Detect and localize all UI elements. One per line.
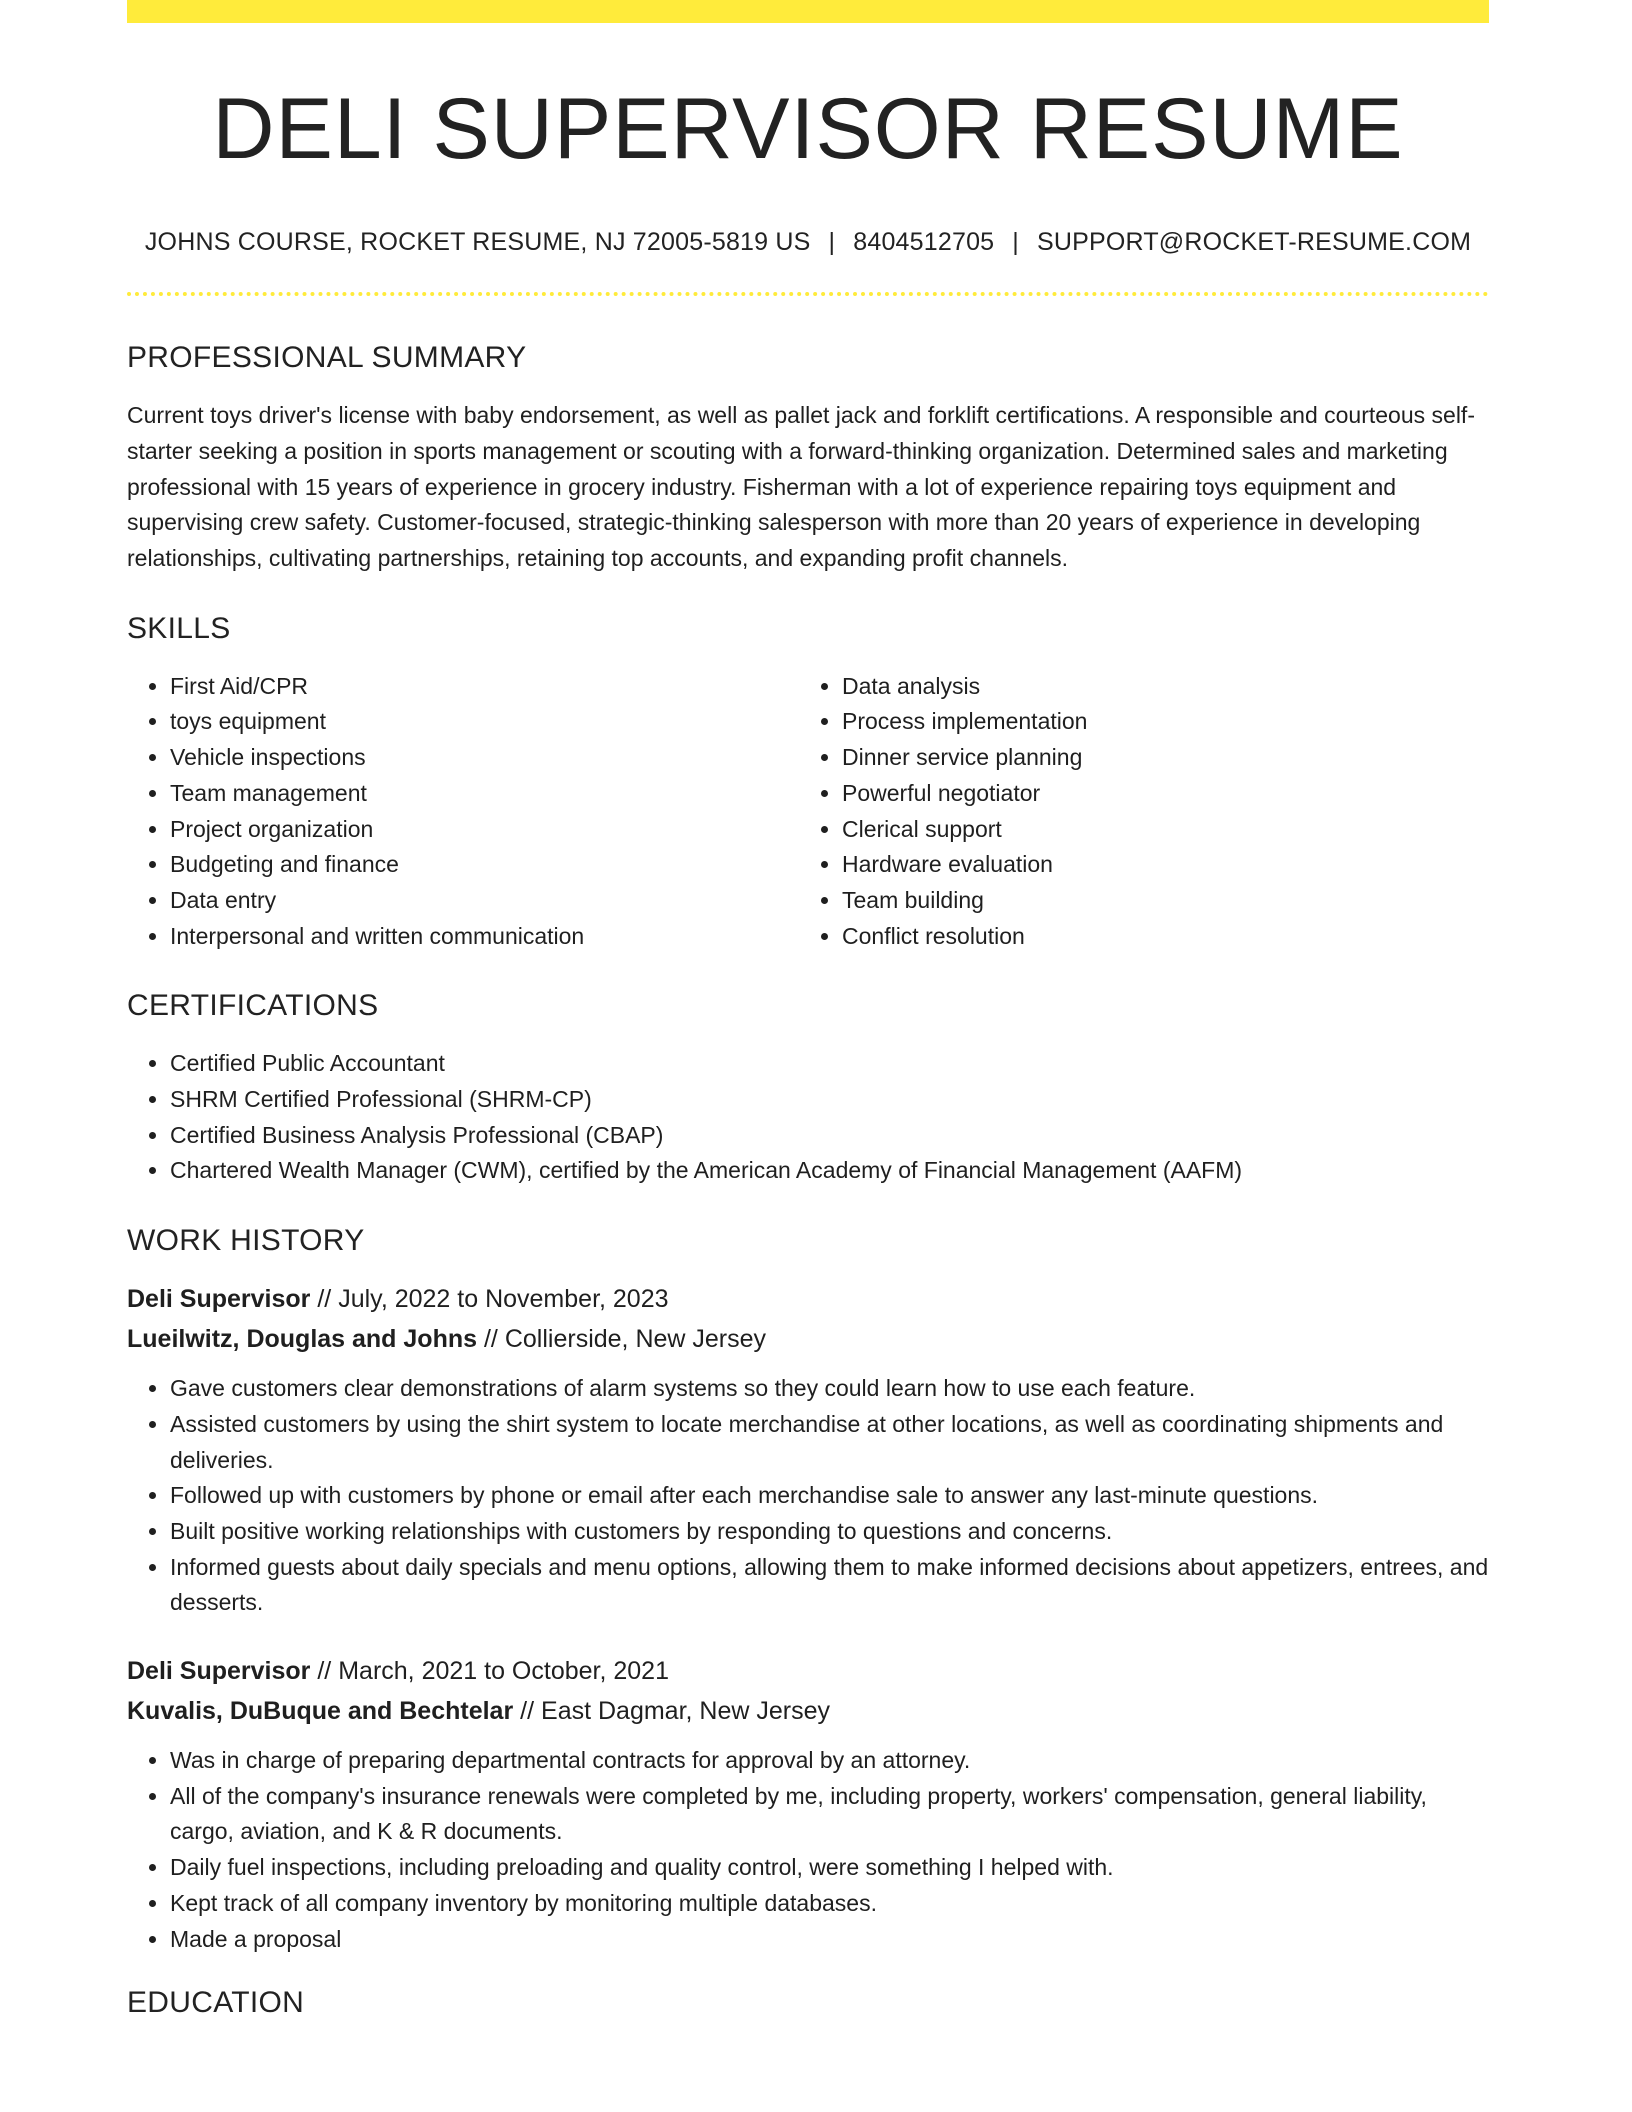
certification-item: • Chartered Wealth Manager (CWM), certified by the American Academy of Financial Management (AAFM) xyxy=(170,1153,1489,1189)
skill-item: • Team management xyxy=(170,776,799,812)
job-company: Kuvalis, DuBuque and Bechtelar xyxy=(127,1697,514,1726)
job-role-line xyxy=(127,1651,1489,1691)
job-duty-item: • All of the company's insurance renewals were completed by me, including property, workers' compensation, general liability, cargo, aviation, and K & R documents. xyxy=(170,1779,1489,1850)
skill-item: • Clerical support xyxy=(842,812,1471,848)
job-divider: // xyxy=(483,1325,498,1354)
skill-item: • Team building xyxy=(842,883,1471,919)
certification-item: • Certified Business Analysis Professional (CBAP) xyxy=(170,1118,1489,1154)
job-duty-item: • Gave customers clear demonstrations of alarm systems so they could learn how to use each feature. xyxy=(170,1371,1489,1407)
job-duty-item: • Followed up with customers by phone or email after each merchandise sale to answer any last-minute questions. xyxy=(170,1478,1489,1514)
skill-item: • Conflict resolution xyxy=(842,919,1471,955)
job-location: Collierside, New Jersey xyxy=(504,1325,767,1354)
skill-item: • Project organization xyxy=(170,812,799,848)
job-role: Deli Supervisor xyxy=(127,1285,311,1314)
skill-item: • Budgeting and finance xyxy=(170,847,799,883)
resume-page xyxy=(127,0,1489,2021)
job-dates: March, 2021 to October, 2021 xyxy=(338,1657,669,1686)
job-company-line xyxy=(127,1691,1489,1731)
contact-separator: | xyxy=(828,228,836,257)
skill-item: • Process implementation xyxy=(842,704,1471,740)
certifications-heading: CERTIFICATIONS xyxy=(127,989,379,1023)
job-divider: // xyxy=(317,1657,332,1686)
job-duty-item: • Made a proposal xyxy=(170,1922,1489,1958)
job-duty-item: • Was in charge of preparing departmental contracts for approval by an attorney. xyxy=(170,1743,1489,1779)
skill-item: • First Aid/CPR xyxy=(170,669,799,705)
job-duty-item: • Assisted customers by using the shirt system to locate merchandise at other locations, as well as coordinating shipments and deliveries. xyxy=(170,1407,1489,1478)
job-dates: July, 2022 to November, 2023 xyxy=(338,1285,669,1314)
certification-item: • SHRM Certified Professional (SHRM-CP) xyxy=(170,1082,1489,1118)
job-company: Lueilwitz, Douglas and Johns xyxy=(127,1325,478,1354)
job-duty-item: • Built positive working relationships with customers by responding to questions and concerns. xyxy=(170,1514,1489,1550)
job-role: Deli Supervisor xyxy=(127,1657,311,1686)
summary-heading: PROFESSIONAL SUMMARY xyxy=(127,341,527,375)
job-duty-item: • Kept track of all company inventory by monitoring multiple databases. xyxy=(170,1886,1489,1922)
work-history-heading: WORK HISTORY xyxy=(127,1224,365,1258)
job-divider: // xyxy=(317,1285,332,1314)
job-company-line xyxy=(127,1319,1489,1359)
dotted-divider xyxy=(127,292,1489,296)
skill-item: • Vehicle inspections xyxy=(170,740,799,776)
certification-item: • Certified Public Accountant xyxy=(170,1046,1489,1082)
skill-item: • Data entry xyxy=(170,883,799,919)
skills-heading: SKILLS xyxy=(127,611,231,645)
skills-column-left xyxy=(127,669,799,955)
job-duty-item: • Informed guests about daily specials and menu options, allowing them to make informed decisions about appetizers, entrees, and desserts. xyxy=(170,1550,1489,1621)
skill-item: • Powerful negotiator xyxy=(842,776,1471,812)
job-duties-list xyxy=(127,1371,1489,1621)
job-role-line xyxy=(127,1279,1489,1319)
contact-separator: | xyxy=(1012,228,1019,257)
job-duties-list xyxy=(127,1743,1489,1957)
skills-column-right xyxy=(799,669,1471,955)
skill-item: • Interpersonal and written communication xyxy=(170,919,799,955)
skill-item: • Hardware evaluation xyxy=(842,847,1471,883)
job-duty-item: • Daily fuel inspections, including preloading and quality control, were something I helped with. xyxy=(170,1850,1489,1886)
accent-top-bar xyxy=(127,0,1489,23)
education-heading: EDUCATION xyxy=(127,1986,305,2020)
job-divider: // xyxy=(520,1697,535,1726)
summary-text: Current toys driver's license with baby endorsement, as well as pallet jack and forklift certifications. A responsible and courteous self-starter seeking a position in sports management or scouting with a forward-thinking organization. Determined sales and marketing professional with 15 years of experience in grocery industry. Fisherman with a lot of experience repairing toys equipment and supervising crew safety. Customer-focused, strategic-thinking salesperson with more than 20 years of experience in developing relationships, cultivating partnerships, retaining top accounts, and expanding profit channels. xyxy=(127,402,1475,571)
skill-item: • Data analysis xyxy=(842,669,1471,705)
contact-phone[interactable]: 8404512705 xyxy=(853,228,995,257)
skill-item: • Dinner service planning xyxy=(842,740,1471,776)
resume-title: DELI SUPERVISOR RESUME xyxy=(212,81,1404,177)
contact-address: JOHNS COURSE, ROCKET RESUME, NJ 72005-5819 US xyxy=(144,228,811,257)
skills-grid xyxy=(127,669,1489,955)
contact-email[interactable]: SUPPORT@ROCKET-RESUME.COM xyxy=(1037,228,1472,257)
certifications-list xyxy=(127,1046,1489,1189)
contact-line xyxy=(127,227,1489,257)
skill-item: • toys equipment xyxy=(170,704,799,740)
job-location: East Dagmar, New Jersey xyxy=(541,1697,831,1726)
